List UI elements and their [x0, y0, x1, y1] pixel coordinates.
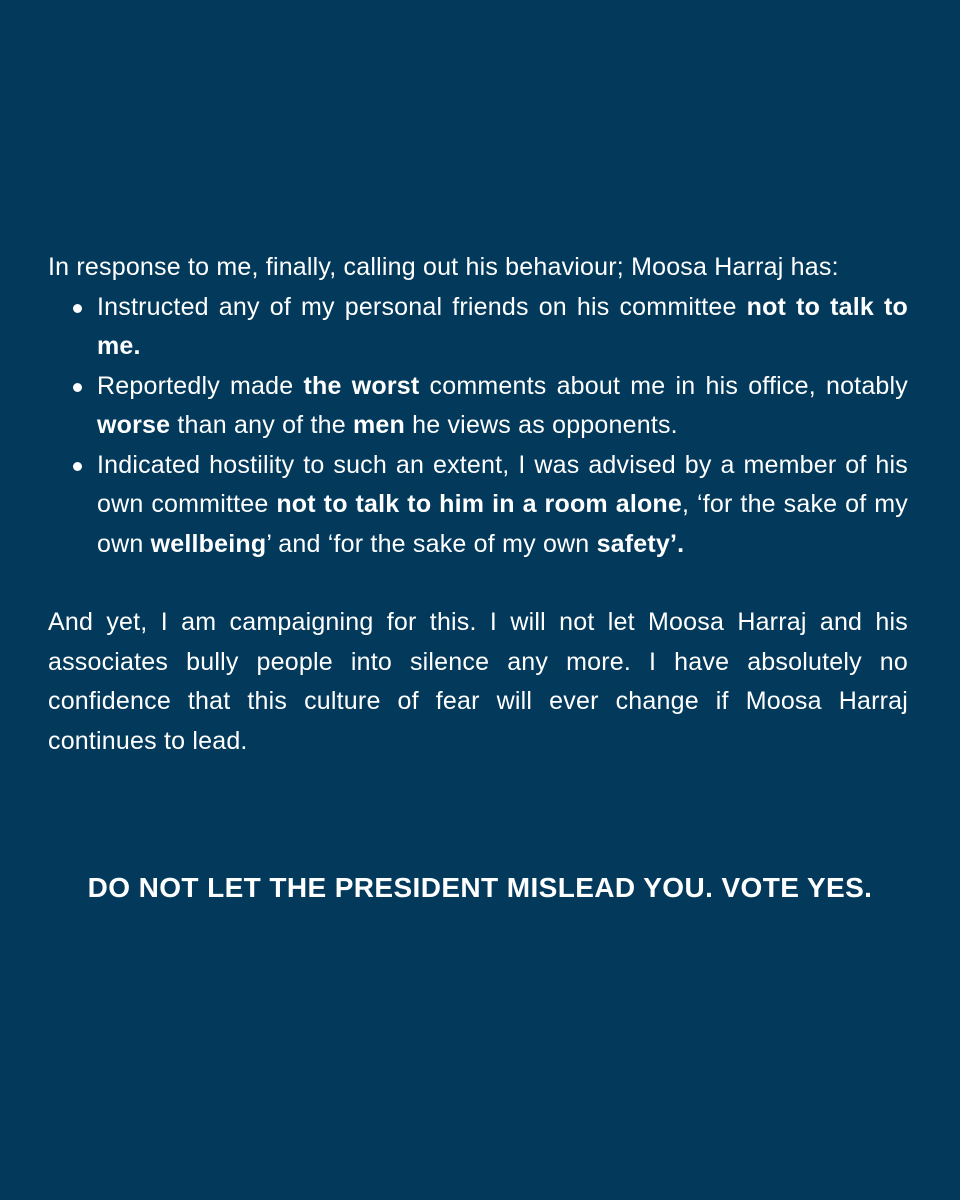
- bullet-emphasis: worse: [97, 411, 171, 439]
- bullet-emphasis: men: [352, 411, 405, 439]
- bullet-text: he views as opponents.: [404, 411, 678, 439]
- statement-body: [48, 248, 908, 761]
- closing-paragraph: And yet, I am campaigning for this. I will not let Moosa Harraj and his associates bully people into silence any more. I have absolutely no confidence that this culture of fear will ever change if Moosa Harraj continues to lead.: [48, 608, 908, 755]
- bullet-text: Instructed any of my personal friends on his committee: [97, 292, 747, 321]
- bullet-text: than any of the: [170, 411, 353, 439]
- bullet-emphasis: safety’.: [596, 529, 685, 558]
- bullet-text: comments about me in his office, notably: [419, 371, 908, 400]
- bullet-item-friends: [48, 288, 908, 367]
- bullet-emphasis: the worst: [303, 371, 420, 400]
- bullet-dot-icon: [73, 304, 82, 313]
- intro-paragraph: In response to me, finally, calling out his behaviour; Moosa Harraj has:: [48, 253, 839, 281]
- bullet-dot-icon: [73, 462, 82, 471]
- bullet-item-hostility: [48, 446, 908, 565]
- bullet-text: ’ and ‘for the sake of my own: [266, 529, 597, 558]
- bullet-text: Indicated hostility to such an extent, I was advised by a member of his own committee: [97, 450, 908, 518]
- bullet-dot-icon: [73, 383, 82, 392]
- bullet-emphasis: not to talk to him in a room alone: [276, 490, 683, 518]
- bullet-text: Reportedly made: [97, 371, 304, 400]
- bullet-emphasis: wellbeing: [150, 529, 267, 558]
- call-to-action: DO NOT LET THE PRESIDENT MISLEAD YOU. VOTE YES.: [87, 872, 873, 903]
- bullet-text: , ‘for the sake of my own: [97, 490, 908, 558]
- bullet-item-comments: [48, 367, 908, 446]
- bullet-emphasis: not to talk to me.: [97, 292, 908, 360]
- behaviour-list: [48, 288, 908, 565]
